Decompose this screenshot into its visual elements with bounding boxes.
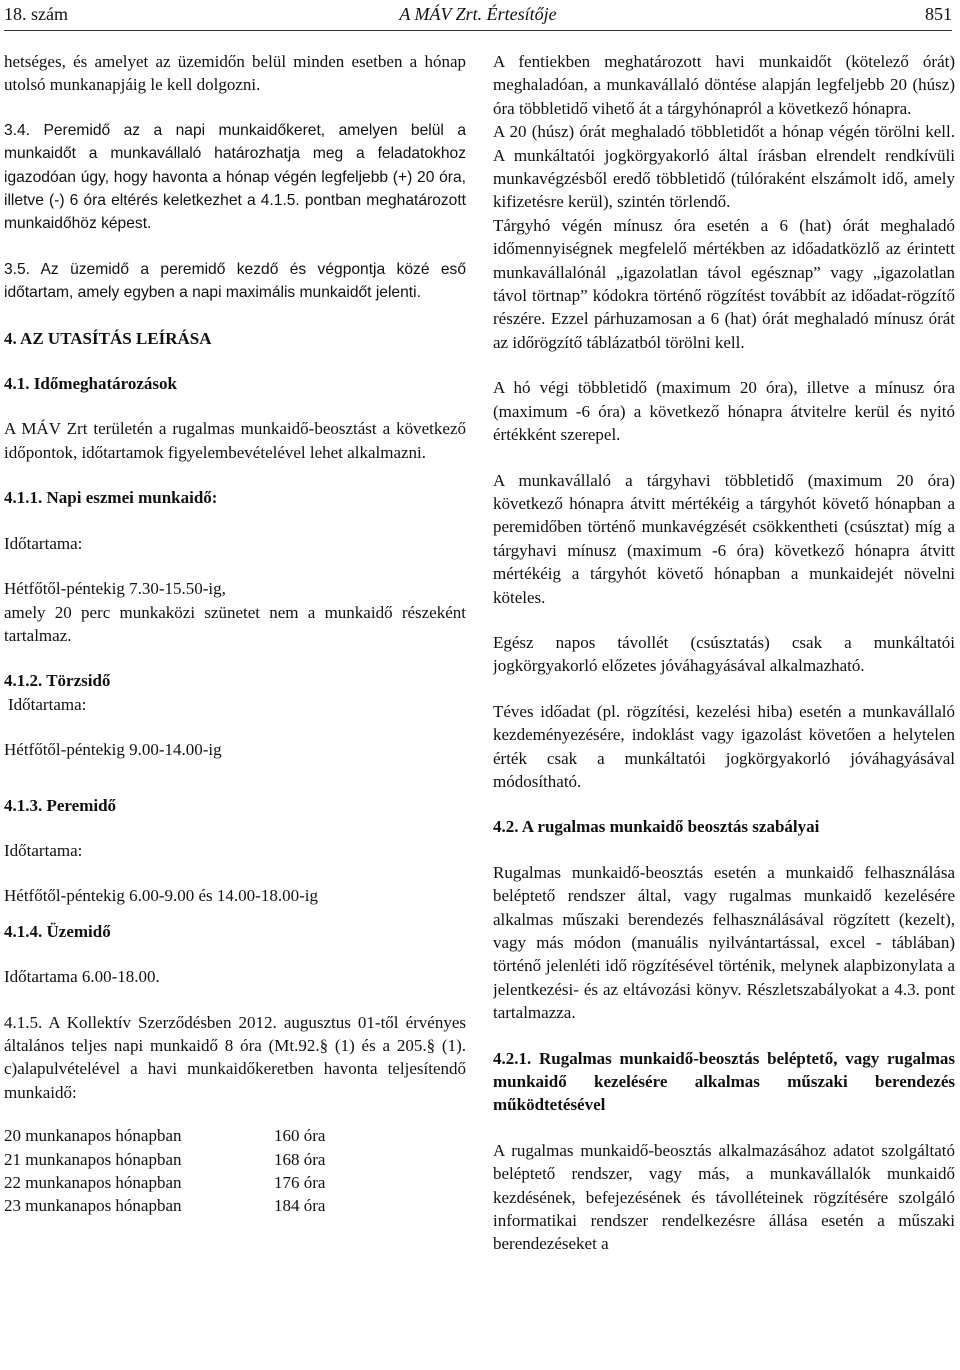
table-cell: 20 munkanapos hónapban bbox=[4, 1126, 182, 1146]
paragraph-4-1-5: 4.1.5. A Kollektív Szerződésben 2012. augusztus 01-től érvényes általános teljes napi munkaidő 8 óra (Mt.92.§ (1) és a 205.§ (1). c)alapulvételével a havi munkaidőkeretben havonta teljesítendő munkaidő: bbox=[4, 1012, 466, 1102]
page-header bbox=[4, 0, 952, 31]
table-cell: 168 óra bbox=[274, 1149, 326, 1169]
paragraph: Rugalmas munkaidő-beosztás esetén a munkaidő felhasználása beléptető rendszer által, vagy rugalmas munkaidő kezelésére alkalmas műszaki berendezés felhasználásával rögzített (kezelt), vagy más módon (manuális nyilvántartással, excel - táblában) történő jelenléti idő rögzítésével történik, melynek alapbizonylata a jelentkezési- és az eltávozási könyv. Részletszabályokat a 4.3. pont tartalmazza. bbox=[493, 862, 955, 1023]
section-heading-4-2: 4.2. A rugalmas munkaidő beosztás szabályai bbox=[493, 817, 820, 837]
table-cell: 160 óra bbox=[274, 1126, 326, 1146]
duration-label: Időtartama: bbox=[4, 533, 83, 553]
table-cell: 176 óra bbox=[274, 1173, 326, 1192]
right-column bbox=[493, 50, 955, 1370]
table-row bbox=[4, 1148, 325, 1171]
left-column bbox=[4, 50, 466, 1370]
paragraph-3-4: 3.4. Peremidő az a napi munkaidőkeret, amelyen belül a munkaidőt a munkavállaló határozhatja meg a feladatokhoz igazodóan úgy, hogy havonta a hónap végén legfeljebb (+) 20 óra, illetve (-) 6 óra eltérés keletkezhet a 4.1.5. pontban meghatározott munkaidőhöz képest. bbox=[4, 121, 466, 233]
section-heading-4-1-4: 4.1.4. Üzemidő bbox=[4, 921, 111, 941]
issue-number: 18. szám bbox=[4, 4, 68, 24]
monthly-hours-table bbox=[4, 1124, 325, 1218]
publication-title: A MÁV Zrt. Értesítője bbox=[399, 4, 557, 24]
section-heading-4-1-1: 4.1.1. Napi eszmei munkaidő: bbox=[4, 488, 218, 508]
paragraph: A fentiekben meghatározott havi munkaidőt (kötelező órát) meghaladóan, a munkavállaló döntése alapján legfeljebb 20 (húsz) óra többletidő vihető át a tárgyhónapról a következő hónapra. bbox=[493, 52, 955, 118]
paragraph-3-5: 3.5. Az üzemidő a peremidő kezdő és végpontja közé eső időtartam, amely egyben a napi maximális munkaidőt jelenti. bbox=[4, 260, 466, 302]
section-heading-4-1-3: 4.1.3. Peremidő bbox=[4, 795, 117, 815]
table-row bbox=[4, 1124, 325, 1147]
paragraph: Időtartama 6.00-18.00. bbox=[4, 967, 160, 987]
paragraph: A MÁV Zrt területén a rugalmas munkaidő-beosztást a következő időpontok, időtartamok figyelembevételével lehet alkalmazni. bbox=[4, 419, 466, 462]
paragraph: Egész napos távollét (csúsztatás) csak a munkáltatói jogkörgyakorló előzetes jóváhagyásával alkalmazható. bbox=[493, 632, 955, 676]
paragraph: Tárgyhó végén mínusz óra esetén a 6 (hat) órát meghaladó időmennyiségnek megfelelő mértékben az időadatközlő az érintett munkavállalónál „igazolatlan távol egésznap” vagy „igazolatlan távol törtnap” kódokra történő rögzítést továbbít az időadat-rögzítő részére. Ezzel párhuzamosan a 6 (hat) órát meghaladó mínusz órát az időrögzítő táblázatból törölni kell. bbox=[493, 215, 955, 352]
paragraph: A munkavállaló a tárgyhavi többletidő (maximum 20 óra) következő hónapra átvitt mértékéig a tárgyhót követő hónapban a peremidőben történő munkavégzését csökkentheti (csúsztat) míg a tárgyhavi mínusz (maximum -6 óra) következő hónapra átvitt mértékéig a tárgyhót követő hónapban a munkaidejét növelni köteles. bbox=[493, 470, 955, 607]
paragraph: Hétfőtől-péntekig 9.00-14.00-ig bbox=[4, 740, 222, 760]
section-heading-4: 4. AZ UTASÍTÁS LEÍRÁSA bbox=[4, 328, 212, 348]
section-heading-4-2-1: 4.2.1. Rugalmas munkaidő-beosztás beléptető, vagy rugalmas munkaidő kezelésére alkalmas műszaki berendezés működtetésével bbox=[493, 1048, 955, 1115]
table-cell: 21 munkanapos hónapban bbox=[4, 1149, 182, 1169]
paragraph: Hétfőtől-péntekig 7.30-15.50-ig, bbox=[4, 579, 226, 599]
section-heading-4-1-2: 4.1.2. Törzsidő bbox=[4, 671, 111, 691]
page-number: 851 bbox=[925, 4, 952, 24]
section-heading-4-1: 4.1. Időmeghatározások bbox=[4, 374, 177, 394]
paragraph: Téves időadat (pl. rögzítési, kezelési hiba) esetén a munkavállaló kezdeményezésére, indoklást vagy igazolást követően a helytelen érték csak a munkáltatói jogkörgyakorló jóváhagyásával módosítható. bbox=[493, 701, 955, 791]
table-row bbox=[4, 1194, 325, 1217]
paragraph: A 20 (húsz) órát meghaladó többletidőt a hónap végén törölni kell. A munkáltatói jogkörgyakorló által írásban elrendelt rendkívüli munkavégzésből eredő többletidő (túlóraként elszámolt idő, amely kifizetésre kerül), szintén törlendő. bbox=[493, 122, 955, 212]
table-cell: 22 munkanapos hónapban bbox=[4, 1173, 182, 1192]
table-row bbox=[4, 1171, 325, 1194]
paragraph: A rugalmas munkaidő-beosztás alkalmazásához adatot szolgáltató beléptető rendszer, vagy más, a munkavállalók munkaidő kezdésének, befejezésének és távolléteinek rögzítésére szolgáló informatikai rendszer rendelkezésre állása esetén a műszaki berendezéseket a bbox=[493, 1140, 955, 1254]
duration-label: Időtartama: bbox=[4, 840, 83, 860]
duration-label: Időtartama: bbox=[8, 694, 87, 714]
paragraph: hetséges, és amelyet az üzemidőn belül minden esetben a hónap utolsó munkanapjáig le kell dolgozni. bbox=[4, 52, 466, 95]
paragraph: A hó végi többletidő (maximum 20 óra), illetve a mínusz óra (maximum -6 óra) a következő hónapra átvitelre kerül és nyitó értékként szerepel. bbox=[493, 378, 955, 445]
table-cell: 184 óra bbox=[274, 1196, 326, 1216]
paragraph: Hétfőtől-péntekig 6.00-9.00 és 14.00-18.00-ig bbox=[4, 886, 318, 906]
table-cell: 23 munkanapos hónapban bbox=[4, 1196, 182, 1216]
paragraph: amely 20 perc munkaközi szünetet nem a munkaidő részeként tartalmaz. bbox=[4, 602, 466, 645]
